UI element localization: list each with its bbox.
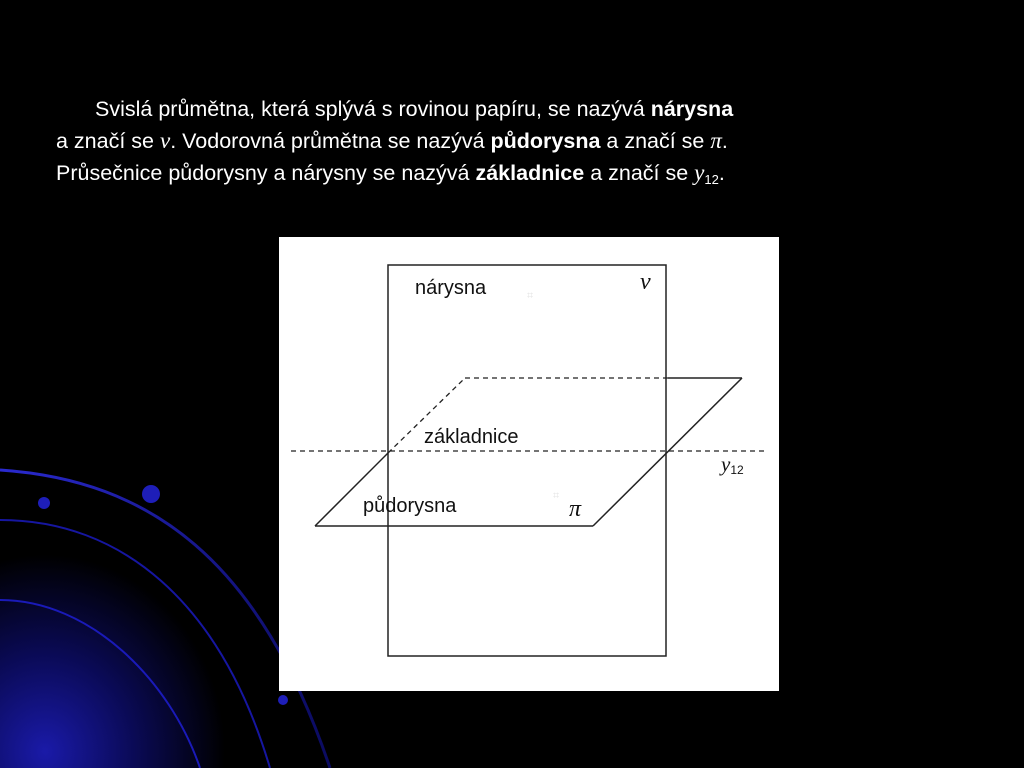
- paragraph-line: [56, 157, 968, 196]
- term-narysna: nárysna: [650, 97, 734, 121]
- term-zakladnice: základnice: [475, 161, 585, 185]
- watermark-mark: ⌗: [553, 490, 560, 502]
- paragraph-text: .: [718, 161, 725, 185]
- background-dot: [142, 485, 160, 503]
- paragraph-text: a značí se: [584, 161, 695, 185]
- paragraph-text: Svislá průmětna, která splývá s rovinou papíru, se nazývá: [95, 97, 651, 121]
- symbol-nu-label: ν: [640, 269, 651, 295]
- paragraph-text: a značí se: [600, 129, 711, 153]
- paragraph-line: [56, 125, 968, 157]
- symbol-y: y: [694, 160, 705, 185]
- paragraph-text: a značí se: [56, 129, 160, 153]
- label-y: y: [721, 452, 731, 476]
- diagram-canvas: [279, 237, 779, 691]
- paragraph-line: [56, 93, 968, 125]
- paragraph-text: . Vodorovná průmětna se nazývá: [170, 129, 491, 153]
- label-narysna: nárysna: [415, 277, 487, 299]
- symbol-y-subscript: 12: [704, 172, 719, 187]
- paragraph-text: .: [721, 129, 728, 153]
- background-dot: [38, 497, 50, 509]
- watermark-mark: ⌗: [527, 290, 534, 302]
- label-y12: [719, 452, 744, 477]
- frontal-plane: [388, 265, 666, 656]
- label-pudorysna: půdorysna: [363, 495, 457, 517]
- symbol-pi-label: π: [569, 496, 582, 522]
- horizontal-plane-right-edge: [593, 378, 742, 526]
- label-zakladnice: základnice: [424, 426, 519, 448]
- symbol-pi: π: [710, 128, 722, 153]
- projection-diagram: [279, 237, 779, 691]
- symbol-nu: ν: [159, 128, 171, 153]
- definition-paragraph: [56, 93, 968, 196]
- label-y-subscript: 12: [730, 463, 744, 477]
- term-pudorysna: půdorysna: [490, 129, 601, 153]
- background-dot: [278, 695, 288, 705]
- paragraph-text: Průsečnice půdorysny a nárysny se nazývá: [56, 161, 476, 185]
